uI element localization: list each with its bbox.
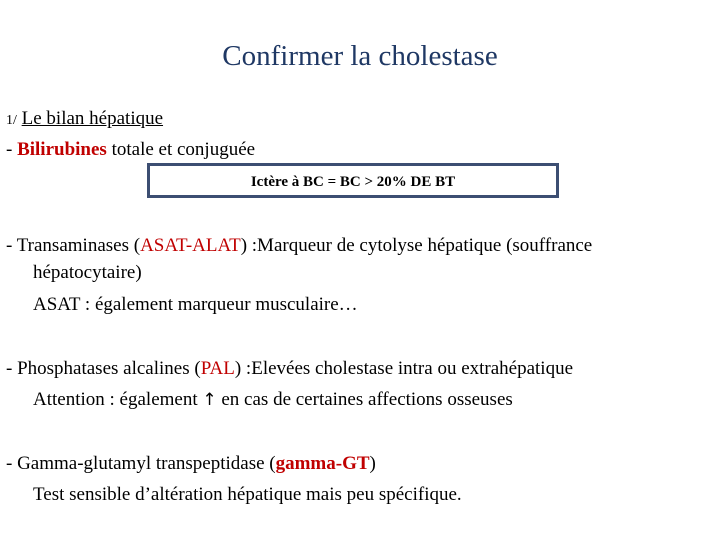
ggt-line2: Test sensible d’altération hépatique mais peu spécifique. bbox=[33, 484, 462, 505]
bilirubin-label: Bilirubines bbox=[17, 139, 107, 160]
ggt-prefix: - Gamma-glutamyl transpeptidase ( bbox=[6, 453, 276, 474]
ggt-suffix: ) bbox=[369, 453, 376, 474]
transaminases-line2: hépatocytaire) bbox=[33, 262, 142, 283]
up-arrow-icon: ↑ bbox=[202, 390, 217, 410]
phosphatases-line2-a: Attention : également bbox=[33, 389, 203, 410]
icterus-box: Ictère à BC = BC > 20% DE BT bbox=[147, 163, 559, 198]
transaminases-prefix: - Transaminases ( bbox=[6, 235, 141, 256]
bilirubin-line bbox=[6, 139, 255, 161]
slide-title: Confirmer la cholestase bbox=[222, 40, 498, 72]
section-heading-text: Le bilan hépatique bbox=[21, 108, 164, 129]
phosphatases-highlight: PAL bbox=[200, 358, 235, 379]
bullet-dash: - bbox=[6, 139, 18, 160]
section-heading bbox=[6, 108, 163, 130]
transaminases-line bbox=[6, 235, 592, 257]
phosphatases-line bbox=[6, 358, 573, 380]
ggt-line bbox=[6, 453, 376, 475]
transaminases-highlight: ASAT-ALAT bbox=[140, 235, 241, 256]
phosphatases-suffix: ) :Elevées cholestase intra ou extrahépatique bbox=[234, 358, 574, 379]
phosphatases-prefix: - Phosphatases alcalines ( bbox=[6, 358, 201, 379]
phosphatases-line2 bbox=[33, 389, 513, 411]
bilirubin-rest: totale et conjuguée bbox=[106, 139, 256, 160]
phosphatases-line2-b: en cas de certaines affections osseuses bbox=[216, 389, 513, 410]
section-number: 1/ bbox=[6, 113, 17, 128]
ggt-highlight: gamma-GT bbox=[275, 453, 370, 474]
transaminases-line3: ASAT : également marqueur musculaire… bbox=[33, 294, 358, 315]
transaminases-suffix: ) :Marqueur de cytolyse hépatique (souffrance bbox=[240, 235, 593, 256]
